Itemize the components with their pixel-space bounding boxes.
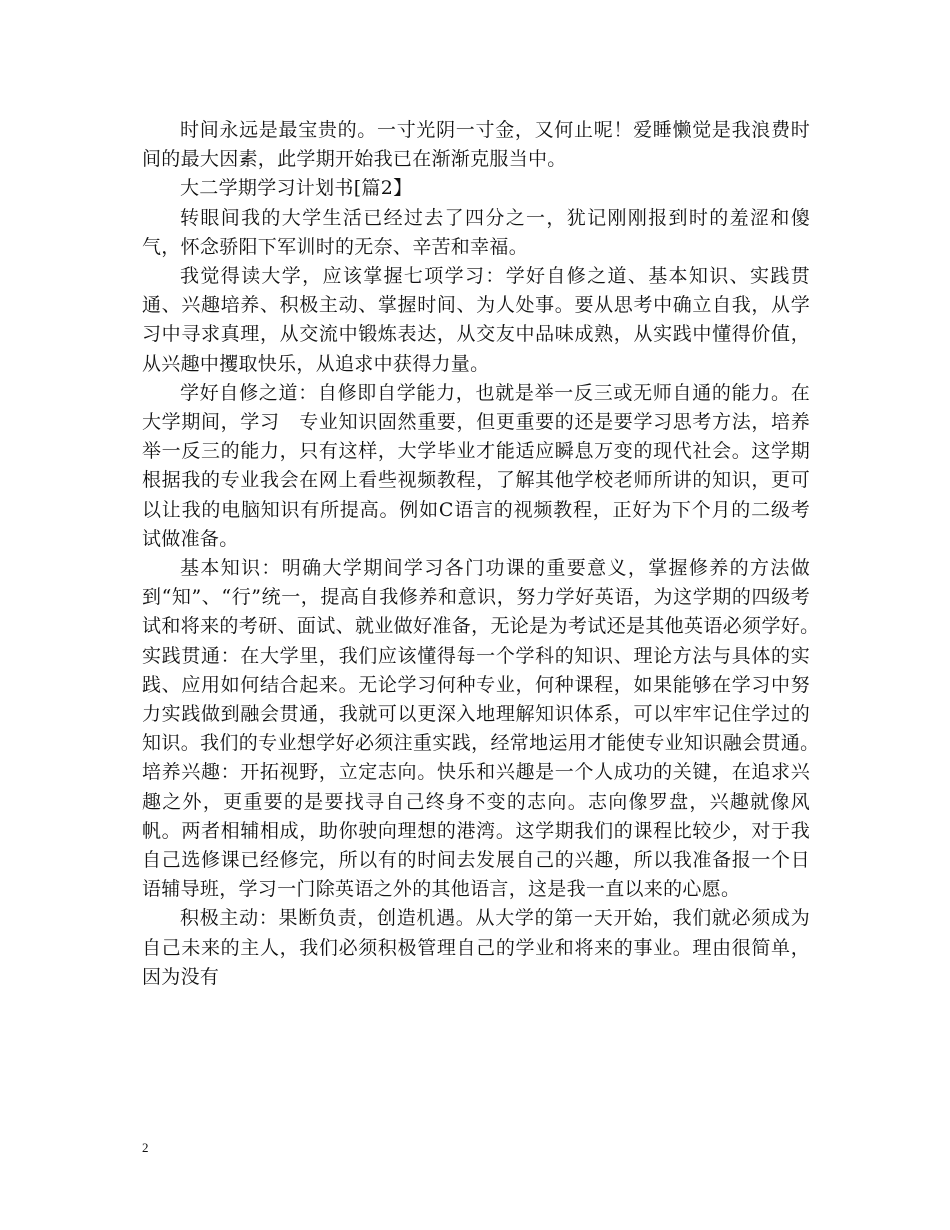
paragraph-time-valuable: 时间永远是最宝贵的。一寸光阴一寸金，又何止呢！爱睡懒觉是我浪费时间的最大因素，此学期开始我已在渐渐克服当中。 bbox=[142, 119, 810, 171]
paragraph-self-study: 学好自修之道：自修即自学能力，也就是举一反三或无师自通的能力。在大学期间，学习 专业知识固然重要，但更重要的还是要学习思考方法，培养举一反三的能力，只有这样，大学毕业才能适应瞬息万变的现代社会。这学期根据我的专业我会在网上看些视频教程，了解其他学校老师所讲的知识，更可以让我的电脑知识有所提高。例如C语言的视频教程，正好为下个月的二级考试做准备。 bbox=[142, 381, 810, 550]
section-heading: 大二学期学习计划书[篇2】 bbox=[180, 177, 413, 200]
paragraph-seven-studies: 我觉得读大学，应该掌握七项学习：学好自修之道、基本知识、实践贯通、兴趣培养、积极主动、掌握时间、为人处事。要从思考中确立自我，从学习中寻求真理，从交流中锻炼表达，从交友中品味成熟，从实践中懂得价值，从兴趣中攫取快乐，从追求中获得力量。 bbox=[142, 265, 810, 375]
document-body bbox=[142, 116, 830, 992]
paragraph-basic-knowledge: 基本知识：明确大学期间学习各门功课的重要意义，掌握修养的方法做到“知”、“行”统一，提高自我修养和意识，努力学好英语，为这学期的四级考试和将来的考研、面试、就业做好准备，无论是为考试还是其他英语必须学好。 实践贯通：在大学里，我们应该懂得每一个学科的知识、理论方法与具体的实践、应用如何结合起来。无论学习何种专业，何种课程，如果能够在学习中努力实践做到融会贯通，我就可以更深入地理解知识体系，可以牢牢记住学过的知识。我们的专业想学好必须注重实践，经常地运用才能使专业知识融会贯通。 培养兴趣：开拓视野，立定志向。快乐和兴趣是一个人成功的关键，在追求兴趣之外，更重要的是要找寻自己终身不变的志向。志向像罗盘，兴趣就像风帆。两者相辅相成，助你驶向理想的港湾。这学期我们的课程比较少，对于我自己选修课已经修完，所以有的时间去发展自己的兴趣，所以我准备报一个日语辅导班，学习一门除英语之外的其他语言，这是我一直以来的心愿。 bbox=[142, 557, 830, 901]
paragraph-proactive: 积极主动：果断负责，创造机遇。从大学的第一天开始，我们就必须成为自己未来的主人，我们必须积极管理自己的学业和将来的事业。理由很简单，因为没有 bbox=[142, 907, 810, 988]
paragraph-quarter-passed: 转眼间我的大学生活已经过去了四分之一，犹记刚刚报到时的羞涩和傻气，怀念骄阳下军训时的无奈、辛苦和幸福。 bbox=[142, 206, 810, 258]
page-number: 2 bbox=[142, 1140, 149, 1155]
